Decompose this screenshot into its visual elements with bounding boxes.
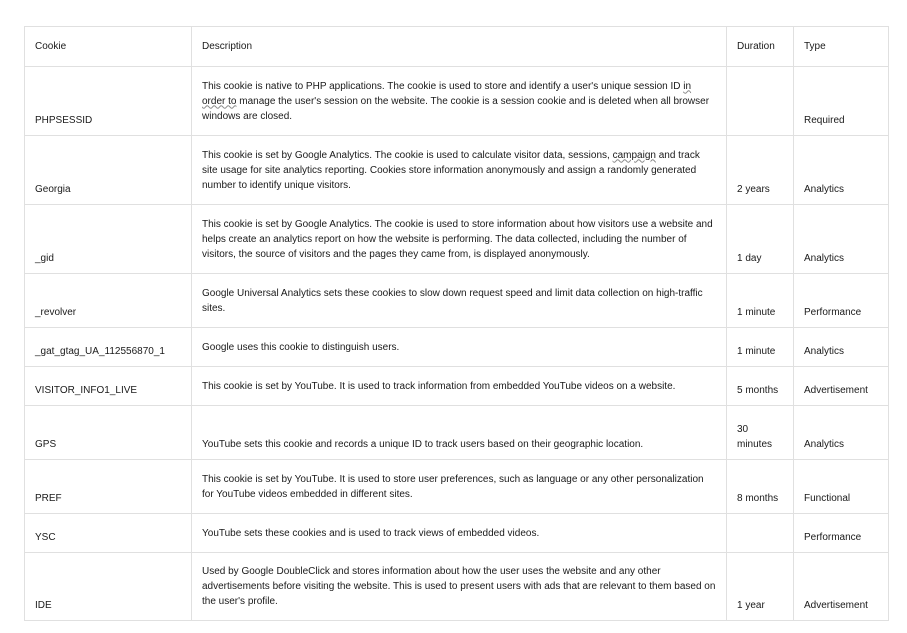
cookie-table — [24, 26, 889, 621]
table-row — [25, 367, 889, 406]
description-text: This cookie is native to PHP applications. The cookie is used to store and identify a user's unique session ID — [202, 80, 684, 92]
cookie-name: PHPSESSID — [25, 67, 192, 136]
table-row — [25, 406, 889, 460]
cookie-name: _gat_gtag_UA_112556870_1 — [25, 328, 192, 367]
description-text: This cookie is set by Google Analytics. The cookie is used to calculate visitor data, sessions, — [202, 149, 613, 161]
description-text: and track site usage for site analytics reporting. Cookies store information anonymously and assign a randomly generated number to identify unique visitors. — [202, 149, 700, 191]
cookie-type: Performance — [794, 274, 889, 328]
cookie-type: Required — [794, 67, 889, 136]
spellcheck-underline-text: campaign — [612, 149, 656, 161]
cookie-name: GPS — [25, 406, 192, 460]
cookie-description — [192, 136, 727, 205]
header-description: Description — [192, 27, 727, 67]
cookie-name: Georgia — [25, 136, 192, 205]
cookie-type: Analytics — [794, 205, 889, 274]
table-row — [25, 328, 889, 367]
cookie-duration — [727, 67, 794, 136]
cookie-description: YouTube sets this cookie and records a unique ID to track users based on their geographic location. — [192, 406, 727, 460]
cookie-description: Google uses this cookie to distinguish users. — [192, 328, 727, 367]
cookie-name: _revolver — [25, 274, 192, 328]
header-type: Type — [794, 27, 889, 67]
cookie-description: Used by Google DoubleClick and stores information about how the user uses the website and any other advertisements before visiting the website. This is used to present users with ads that are relevant to them based on the user's profile. — [192, 553, 727, 621]
table-row — [25, 553, 889, 621]
table-row — [25, 274, 889, 328]
header-cookie: Cookie — [25, 27, 192, 67]
cookie-description: YouTube sets these cookies and is used to track views of embedded videos. — [192, 514, 727, 553]
cookie-name: YSC — [25, 514, 192, 553]
cookie-name: VISITOR_INFO1_LIVE — [25, 367, 192, 406]
cookie-duration: 2 years — [727, 136, 794, 205]
table-row — [25, 460, 889, 514]
table-row — [25, 136, 889, 205]
cookie-duration: 1 year — [727, 553, 794, 621]
cookie-duration: 30 minutes — [727, 406, 794, 460]
table-header-row — [25, 27, 889, 67]
cookie-type: Functional — [794, 460, 889, 514]
cookie-name: _gid — [25, 205, 192, 274]
cookie-type: Analytics — [794, 328, 889, 367]
description-text: manage the user's session on the website. The cookie is a session cookie and is deleted when all browser windows are closed. — [202, 95, 710, 122]
cookie-name: PREF — [25, 460, 192, 514]
cookie-type: Performance — [794, 514, 889, 553]
cookie-type: Advertisement — [794, 553, 889, 621]
cookie-name: IDE — [25, 553, 192, 621]
cookie-type: Advertisement — [794, 367, 889, 406]
header-duration: Duration — [727, 27, 794, 67]
cookie-description: Google Universal Analytics sets these cookies to slow down request speed and limit data collection on high-traffic sites. — [192, 274, 727, 328]
table-row — [25, 514, 889, 553]
cookie-type: Analytics — [794, 136, 889, 205]
cookie-duration: 8 months — [727, 460, 794, 514]
cookie-description: This cookie is set by YouTube. It is used to store user preferences, such as language or any other personalization for YouTube videos embedded in different sites. — [192, 460, 727, 514]
spellcheck-underline-text: in order to — [202, 80, 692, 107]
table-row — [25, 67, 889, 136]
cookie-description: This cookie is set by Google Analytics. The cookie is used to store information about how visitors use a website and helps create an analytics report on how the website is performing. The data collected, including the number of visitors, the source of visitors and the pages they came from, is displayed anonymously. — [192, 205, 727, 274]
cookie-duration: 1 minute — [727, 328, 794, 367]
cookie-duration — [727, 514, 794, 553]
cookie-description: This cookie is set by YouTube. It is used to track information from embedded YouTube videos on a website. — [192, 367, 727, 406]
cookie-type: Analytics — [794, 406, 889, 460]
cookie-description — [192, 67, 727, 136]
table-row — [25, 205, 889, 274]
cookie-duration: 1 minute — [727, 274, 794, 328]
cookie-duration: 5 months — [727, 367, 794, 406]
cookie-duration: 1 day — [727, 205, 794, 274]
